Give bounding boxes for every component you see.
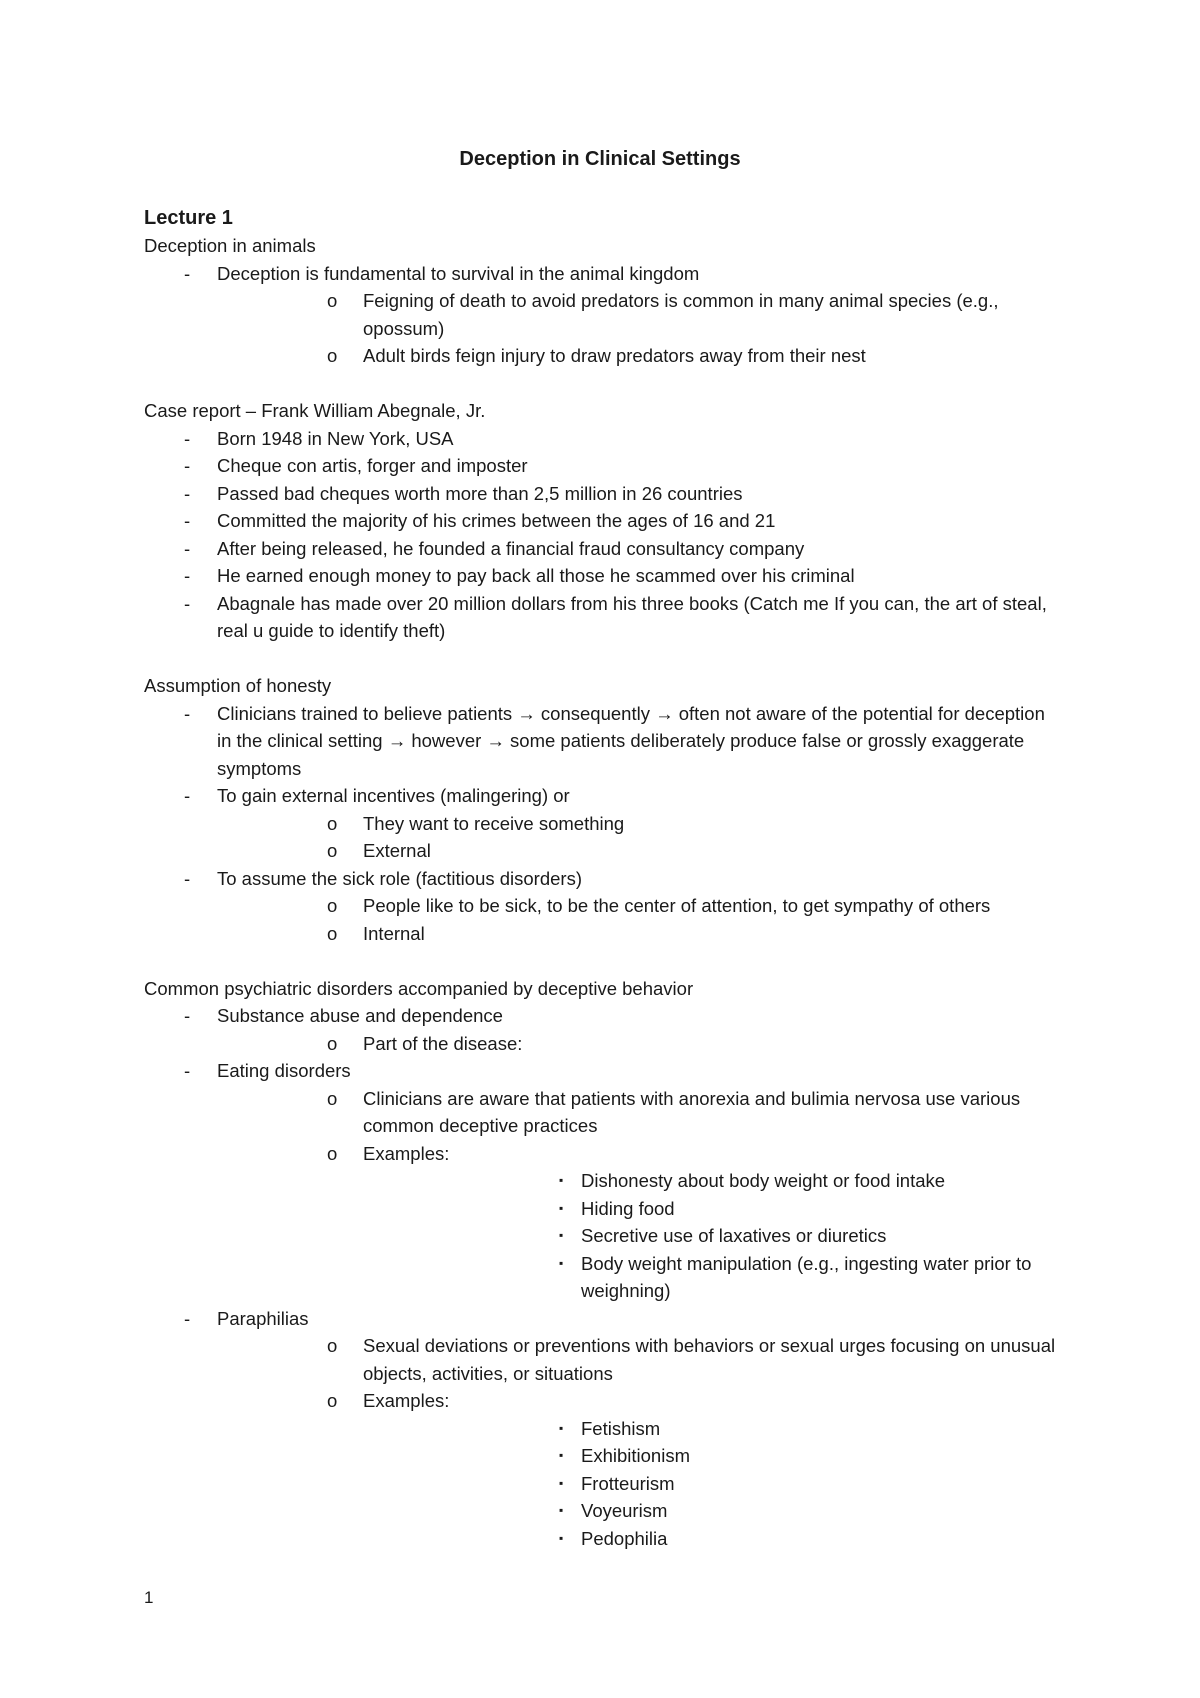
bullet-marker: - xyxy=(184,702,191,724)
bullet-list-level-2 xyxy=(217,1332,1064,1552)
list-item-text: Born 1948 in New York, USA xyxy=(217,427,454,449)
bullet-marker: o xyxy=(327,1335,338,1356)
list-item xyxy=(144,700,1064,783)
list-item-text: Voyeurism xyxy=(581,1500,668,1521)
list-item-text: People like to be sick, to be the center of attention, to get sympathy of others xyxy=(363,895,991,916)
list-item-text: To gain external incentives (malingering) or xyxy=(217,785,570,806)
bullet-list-level-3 xyxy=(363,1167,1064,1305)
list-item xyxy=(217,287,1064,342)
list-item xyxy=(144,425,1064,453)
bullet-marker: - xyxy=(184,482,191,504)
list-item-text: Frotteurism xyxy=(581,1472,675,1494)
bullet-marker: - xyxy=(184,510,191,531)
list-item xyxy=(144,507,1064,535)
list-item xyxy=(363,1525,1064,1553)
list-item-text: Clinicians trained to believe patients → consequently → often not aware of the potential for deception in the clinical setting → however → some patients deliberately produce false or grossly exaggerate symptoms xyxy=(217,702,1045,779)
list-item-text: Eating disorders xyxy=(217,1060,351,1081)
list-item-text: Body weight manipulation (e.g., ingesting water prior to weighning) xyxy=(581,1252,1032,1301)
bullet-marker: - xyxy=(184,537,191,559)
list-item-text: He earned enough money to pay back all those he scammed over his criminal xyxy=(217,565,855,586)
bullet-list-level-2 xyxy=(217,810,1064,865)
list-item-text: Part of the disease: xyxy=(363,1032,523,1054)
note-section xyxy=(144,975,1064,1553)
list-item-text: Substance abuse and dependence xyxy=(217,1005,503,1026)
bullet-list-level-1 xyxy=(144,700,1064,948)
list-item xyxy=(217,892,1064,920)
bullet-marker: - xyxy=(184,455,191,476)
list-item xyxy=(144,782,1064,865)
list-item-text: Cheque con artis, forger and imposter xyxy=(217,455,528,476)
list-item xyxy=(217,920,1064,948)
list-item xyxy=(363,1222,1064,1250)
list-item-text: Dishonesty about body weight or food intake xyxy=(581,1170,946,1191)
bullet-marker: ▪ xyxy=(559,1173,564,1187)
page-number: 1 xyxy=(144,1588,154,1607)
list-item xyxy=(363,1167,1064,1195)
document-title: Deception in Clinical Settings xyxy=(459,148,741,170)
list-item xyxy=(144,452,1064,480)
list-item xyxy=(363,1195,1064,1223)
bullet-marker: - xyxy=(184,427,191,449)
list-item-text: Paraphilias xyxy=(217,1307,309,1329)
list-item xyxy=(217,342,1064,370)
list-item xyxy=(217,1140,1064,1305)
bullet-list-level-2 xyxy=(217,892,1064,947)
bullet-list-level-3 xyxy=(363,1415,1064,1553)
list-item xyxy=(144,1002,1064,1057)
bullet-marker: ▪ xyxy=(559,1448,564,1462)
bullet-marker: ▪ xyxy=(559,1420,564,1435)
bullet-list-level-2 xyxy=(217,1085,1064,1305)
bullet-marker: - xyxy=(184,262,191,284)
list-item xyxy=(363,1415,1064,1443)
list-item xyxy=(217,1332,1064,1387)
list-item-text: After being released, he founded a financial fraud consultancy company xyxy=(217,537,805,559)
list-item-text: Deception is fundamental to survival in the animal kingdom xyxy=(217,262,700,284)
list-item-text: Secretive use of laxatives or diuretics xyxy=(581,1225,887,1246)
list-item xyxy=(144,590,1064,645)
list-item xyxy=(144,1305,1064,1553)
bullet-marker: - xyxy=(184,1307,191,1329)
bullet-marker: o xyxy=(327,290,338,311)
list-item-text: Sexual deviations or preventions with behaviors or sexual urges focusing on unusual objects, activities, or situations xyxy=(363,1335,1056,1384)
bullet-list-level-1 xyxy=(144,1002,1064,1552)
bullet-marker: ▪ xyxy=(559,1503,564,1517)
list-item-text: Hiding food xyxy=(581,1197,675,1219)
note-section xyxy=(144,232,1064,370)
bullet-marker: - xyxy=(184,1005,191,1026)
list-item xyxy=(217,810,1064,838)
list-item-text: Adult birds feign injury to draw predators away from their nest xyxy=(363,345,866,366)
bullet-marker: o xyxy=(327,812,338,834)
list-item xyxy=(217,1085,1064,1140)
list-item-text: Committed the majority of his crimes between the ages of 16 and 21 xyxy=(217,510,776,531)
bullet-marker: o xyxy=(327,345,338,366)
list-item xyxy=(363,1442,1064,1470)
list-item xyxy=(144,480,1064,508)
note-section xyxy=(144,397,1064,645)
list-item-text: Examples: xyxy=(363,1142,450,1164)
bullet-marker: o xyxy=(327,922,338,944)
list-item xyxy=(217,1387,1064,1552)
bullet-marker: o xyxy=(327,1142,338,1164)
bullet-marker: ▪ xyxy=(559,1228,564,1242)
list-item-text: Abagnale has made over 20 million dollars from his three books (Catch me If you can, the art of steal, real u guide to identify theft) xyxy=(217,592,1047,641)
list-item-text: Exhibitionism xyxy=(581,1445,690,1466)
list-item-text: Internal xyxy=(363,922,425,944)
list-item xyxy=(144,260,1064,370)
list-item xyxy=(363,1470,1064,1498)
section-heading: Common psychiatric disorders accompanied by deceptive behavior xyxy=(144,977,694,999)
bullet-marker: - xyxy=(184,1060,191,1081)
bullet-marker: ▪ xyxy=(559,1255,564,1270)
bullet-marker: - xyxy=(184,592,191,614)
list-item-text: Examples: xyxy=(363,1390,450,1411)
list-item xyxy=(217,1030,1064,1058)
list-item xyxy=(363,1497,1064,1525)
bullet-marker: o xyxy=(327,1087,338,1109)
bullet-marker: ▪ xyxy=(559,1475,564,1490)
bullet-marker: - xyxy=(184,565,191,586)
bullet-marker: - xyxy=(184,785,191,806)
list-item-text: They want to receive something xyxy=(363,812,625,834)
list-item xyxy=(217,837,1064,865)
bullet-marker: ▪ xyxy=(559,1530,564,1545)
list-item xyxy=(144,865,1064,948)
bullet-marker: ▪ xyxy=(559,1200,564,1215)
lecture-heading: Lecture 1 xyxy=(144,207,233,229)
bullet-marker: o xyxy=(327,1032,338,1054)
list-item xyxy=(144,1057,1064,1305)
bullet-marker: o xyxy=(327,1390,338,1411)
bullet-marker: - xyxy=(184,867,191,889)
section-heading: Assumption of honesty xyxy=(144,675,332,696)
list-item-text: Passed bad cheques worth more than 2,5 million in 26 countries xyxy=(217,482,743,504)
list-item-text: Pedophilia xyxy=(581,1527,668,1549)
document-body xyxy=(144,205,1064,1580)
list-item-text: External xyxy=(363,840,431,861)
bullet-list-level-2 xyxy=(217,1030,1064,1058)
list-item xyxy=(363,1250,1064,1305)
section-heading: Deception in animals xyxy=(144,235,316,256)
list-item-text: To assume the sick role (factitious disorders) xyxy=(217,867,582,889)
bullet-marker: o xyxy=(327,840,338,861)
list-item-text: Feigning of death to avoid predators is common in many animal species (e.g., opossum) xyxy=(363,290,999,339)
section-heading: Case report – Frank William Abegnale, Jr. xyxy=(144,400,486,421)
list-item xyxy=(144,562,1064,590)
bullet-list-level-2 xyxy=(217,287,1064,370)
bullet-list-level-1 xyxy=(144,425,1064,645)
list-item-text: Fetishism xyxy=(581,1417,661,1439)
list-item xyxy=(144,535,1064,563)
list-item-text: Clinicians are aware that patients with anorexia and bulimia nervosa use various common deceptive practices xyxy=(363,1087,1021,1136)
bullet-list-level-1 xyxy=(144,260,1064,370)
note-section xyxy=(144,672,1064,947)
bullet-marker: o xyxy=(327,895,338,916)
